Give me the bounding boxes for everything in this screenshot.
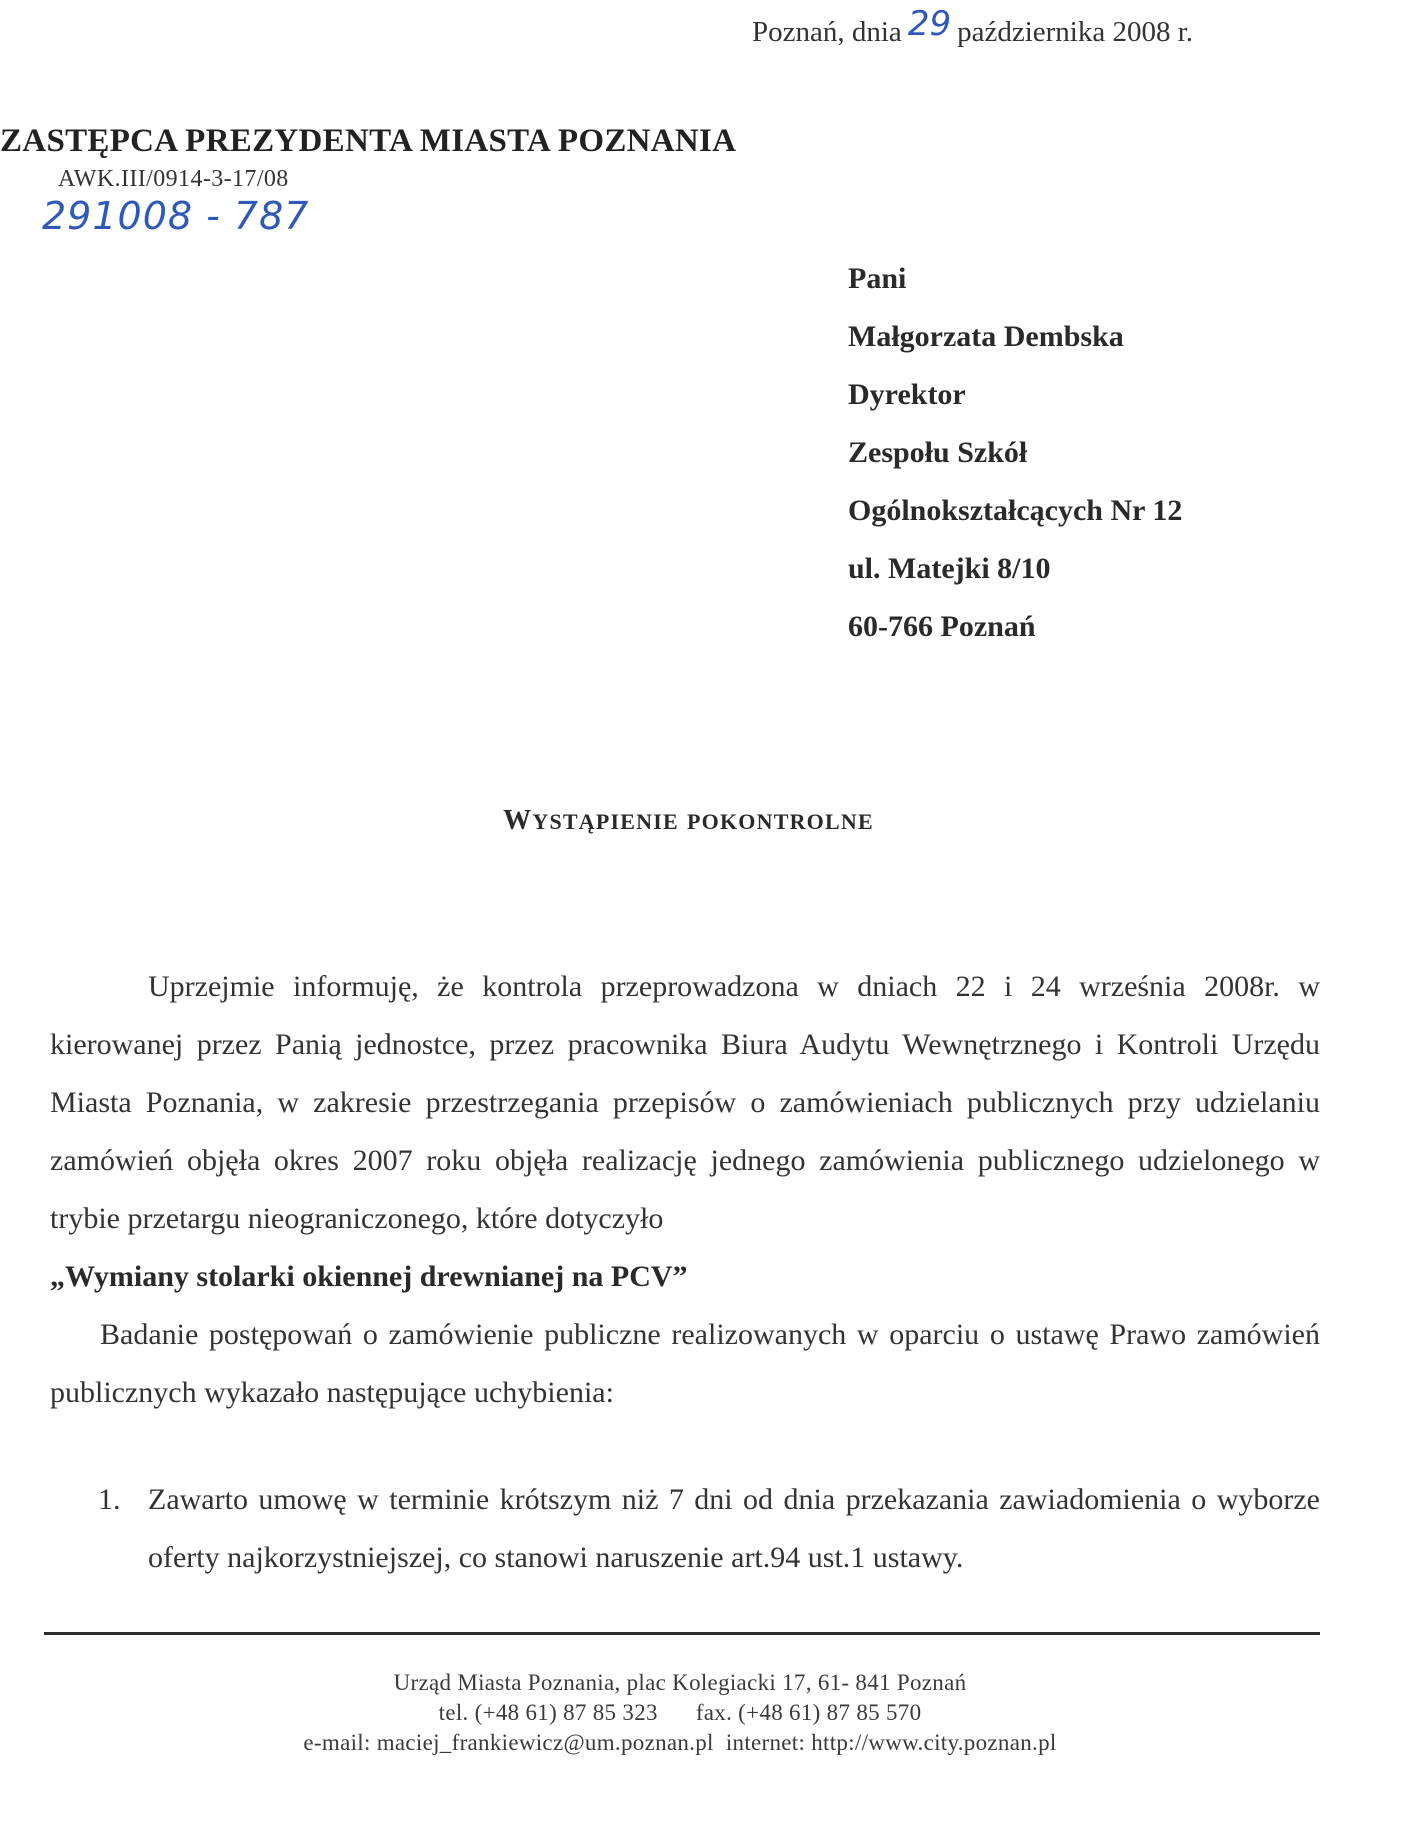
date-suffix: października 2008 r. [957, 16, 1194, 48]
handwritten-reference: 291008 - 787 [42, 194, 310, 238]
recipient-line: 60-766 Poznań [848, 610, 1036, 643]
findings-list [98, 1471, 1320, 1587]
document-date [752, 4, 1194, 50]
recipient-line: ul. Matejki 8/10 [848, 552, 1051, 585]
footer-fax: fax. (+48 61) 87 85 570 [695, 1700, 922, 1725]
document-title [0, 805, 1377, 837]
body-paragraph: Badanie postępowań o zamówienie publiczne realizowanych w oparciu o ustawę Prawo zamówień publicznych wykazało następujące uchybienia: [50, 1318, 1320, 1409]
recipient-line: Dyrektor [848, 378, 966, 411]
paragraph-text: Uprzejmie informuję, że kontrola przeprowadzona w dniach 22 i 24 września 2008r. w kierowanej przez Panią jednostce, przez pracownika Biura Audytu Wewnętrznego i Kontroli Urzędu Miasta Poznania, w zakresie przestrzegania przepisów o zamówieniach publicznych przy udzielaniu zamówień objęła okres 2007 roku objęła realizację jednego zamówienia publicznego udzielonego w trybie przetargu nieograniczonego, które dotyczyło [50, 970, 1320, 1235]
footer-online [0, 1728, 1360, 1758]
recipient-line: Pani [848, 262, 907, 295]
title-second-word: POKONTROLNE [687, 809, 874, 834]
recipient-line: Ogólnokształcących Nr 12 [848, 494, 1183, 527]
recipient-line: Zespołu Szkół [848, 436, 1028, 469]
recipient-line: Małgorzata Dembska [848, 320, 1124, 353]
footer-phones [0, 1698, 1360, 1728]
letter-body [50, 958, 1320, 1422]
list-item-number: 1. [98, 1483, 121, 1516]
case-reference: AWK.III/0914-3-17/08 [58, 166, 289, 192]
footer-website[interactable]: internet: http://www.city.poznan.pl [725, 1730, 1057, 1755]
footer-divider [44, 1632, 1320, 1635]
contract-subject: „Wymiany stolarki okiennej drewnianej na PCV” [50, 1260, 688, 1293]
title-first-word-rest: YSTĄPIENIE [532, 809, 679, 834]
recipient-address-block [848, 259, 1182, 665]
title-first-letter: W [503, 805, 533, 836]
footer-email[interactable]: e-mail: maciej_frankiewicz@um.poznan.pl [303, 1730, 714, 1755]
footer-contact [0, 1668, 1360, 1758]
list-item-text: Zawarto umowę w terminie krótszym niż 7 dni od dnia przekazania zawiadomienia o wyborze oferty najkorzystniejszej, co stanowi naruszenie art.94 ust.1 ustawy. [148, 1483, 1320, 1574]
date-prefix: Poznań, dnia [752, 16, 902, 48]
footer-phone: tel. (+48 61) 87 85 323 [438, 1700, 658, 1725]
footer-address: Urząd Miasta Poznania, plac Kolegiacki 17, 61- 841 Poznań [393, 1670, 967, 1695]
body-paragraph [50, 958, 1320, 1248]
handwritten-day: 29 [907, 4, 952, 44]
sender-organization: ZASTĘPCA PREZYDENTA MIASTA POZNANIA [0, 123, 737, 159]
